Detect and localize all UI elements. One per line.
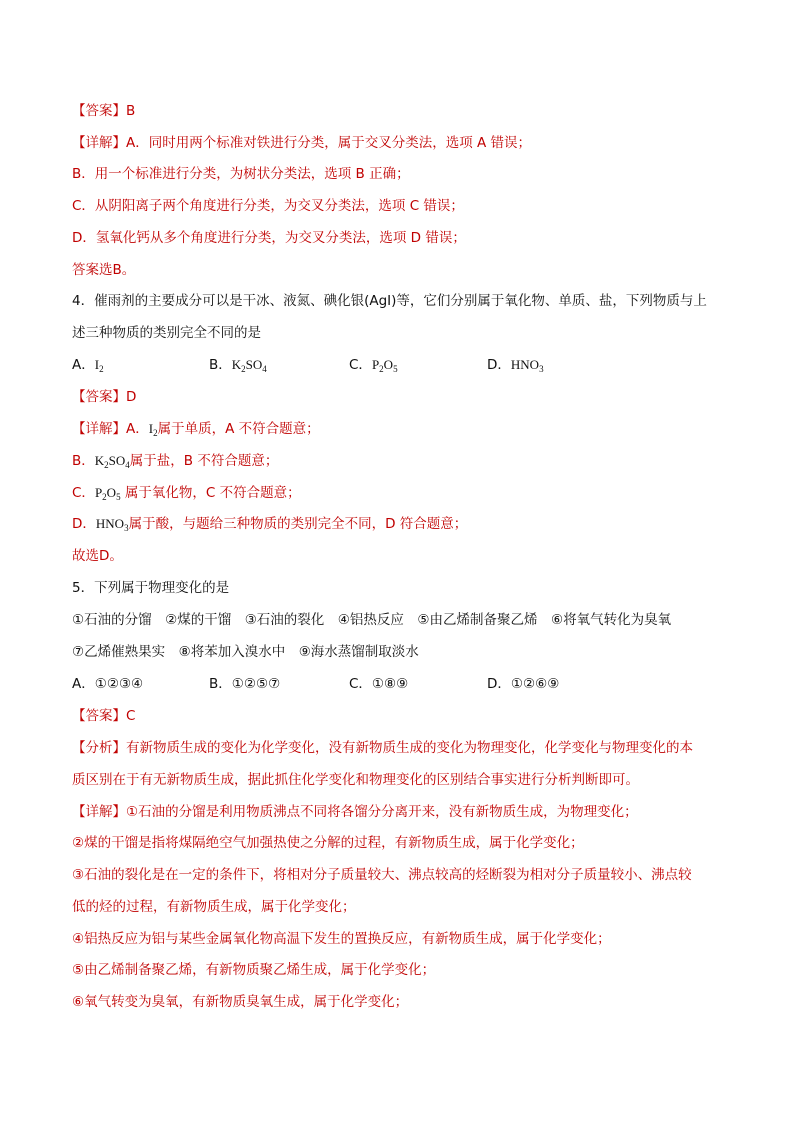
detail-line: B．用一个标准进行分类，为树状分类法，选项 B 正确； (72, 166, 410, 182)
question-items-q5-cont: ⑦乙烯催熟果实 ⑧将苯加入溴水中 ⑨海水蒸馏制取淡水 (72, 644, 419, 660)
options-q5 (72, 674, 726, 694)
detail-conclusion: 故选D。 (72, 548, 123, 564)
option-b: B．$K_2SO_4$ (209, 357, 267, 374)
detail-label: 【详解】 (72, 135, 126, 151)
detail-line: D．$HNO_3$属于酸，与题给三种物质的类别完全不同，D 符合题意； (72, 516, 468, 533)
option-b: B．①②⑤⑦ (209, 676, 281, 692)
detail-line: 【详解】A．$I_2$属于单质，A 不符合题意； (72, 421, 320, 438)
detail-line (72, 133, 726, 153)
detail-line: C．$P_2O_5$ 属于氧化物，C 不符合题意； (72, 485, 301, 502)
answer-line-q4 (72, 387, 726, 407)
analysis-label: 【分析】 (72, 740, 126, 756)
answer-line-q5 (72, 706, 726, 726)
detail-label: 【详解】 (72, 804, 126, 820)
option-a: A．①②③④ (72, 676, 144, 692)
detail-line: C．从阴阳离子两个角度进行分类，为交叉分类法，选项 C 错误； (72, 198, 464, 214)
option-d: D．①②⑥⑨ (487, 676, 560, 692)
detail-line: ⑤由乙烯制备聚乙烯，有新物质聚乙烯生成，属于化学变化； (72, 962, 436, 978)
detail-line: B．$K_2SO_4$属于盐，B 不符合题意； (72, 453, 279, 470)
question-items-q5: ①石油的分馏 ②煤的干馏 ③石油的裂化 ④铝热反应 ⑤由乙烯制备聚乙烯 ⑥将氧气转化为臭氧 (72, 612, 672, 628)
detail-line: 低的烃的过程，有新物质生成，属于化学变化； (72, 899, 356, 915)
detail-line: ③石油的裂化是在一定的条件下，将相对分子质量较大、沸点较高的烃断裂为相对分子质量较小、沸点较 (72, 867, 692, 883)
answer-value: B (126, 103, 136, 119)
answer-label: 【答案】 (72, 708, 126, 724)
answer-label: 【答案】 (72, 103, 126, 119)
option-c: C．$P_2O_5$ (349, 357, 398, 374)
detail-text: A．同时用两个标准对铁进行分类，属于交叉分类法，选项 A 错误； (126, 135, 532, 151)
detail-line: D．氢氧化钙从多个角度进行分类，为交叉分类法，选项 D 错误； (72, 230, 466, 246)
detail-line: 【详解】①石油的分馏是利用物质沸点不同将各馏分分离开来，没有新物质生成，为物理变化； (72, 804, 638, 820)
detail-label: 【详解】 (72, 421, 126, 437)
detail-line: ④铝热反应为铝与某些金属氧化物高温下发生的置换反应，有新物质生成，属于化学变化； (72, 931, 611, 947)
options-q4 (72, 355, 726, 375)
option-d: D．$HNO_3$ (487, 357, 544, 374)
detail-line: ②煤的干馏是指将煤隔绝空气加强热使之分解的过程，有新物质生成，属于化学变化； (72, 835, 584, 851)
answer-label: 【答案】 (72, 389, 126, 405)
answer-line-q3 (72, 101, 726, 121)
question-stem-q5: 5．下列属于物理变化的是 (72, 580, 230, 596)
option-c: C．①⑧⑨ (349, 676, 409, 692)
answer-value: C (126, 708, 136, 724)
question-stem-q4-cont: 述三种物质的类别完全不同的是 (72, 325, 261, 341)
detail-line: ⑥氧气转变为臭氧，有新物质臭氧生成，属于化学变化； (72, 994, 409, 1010)
question-stem-q4: 4．催雨剂的主要成分可以是干冰、液氮、碘化银(AgI)等，它们分别属于氧化物、单质、盐，下列物质与上 (72, 293, 707, 309)
answer-value: D (126, 389, 137, 405)
detail-conclusion: 答案选B。 (72, 262, 136, 278)
option-a: A．$I_2$ (72, 357, 104, 374)
analysis-line: 【分析】有新物质生成的变化为化学变化，没有新物质生成的变化为物理变化，化学变化与物理变化的本 (72, 740, 693, 756)
analysis-line: 质区别在于有无新物质生成，据此抓住化学变化和物理变化的区别结合事实进行分析判断即可。 (72, 772, 639, 788)
